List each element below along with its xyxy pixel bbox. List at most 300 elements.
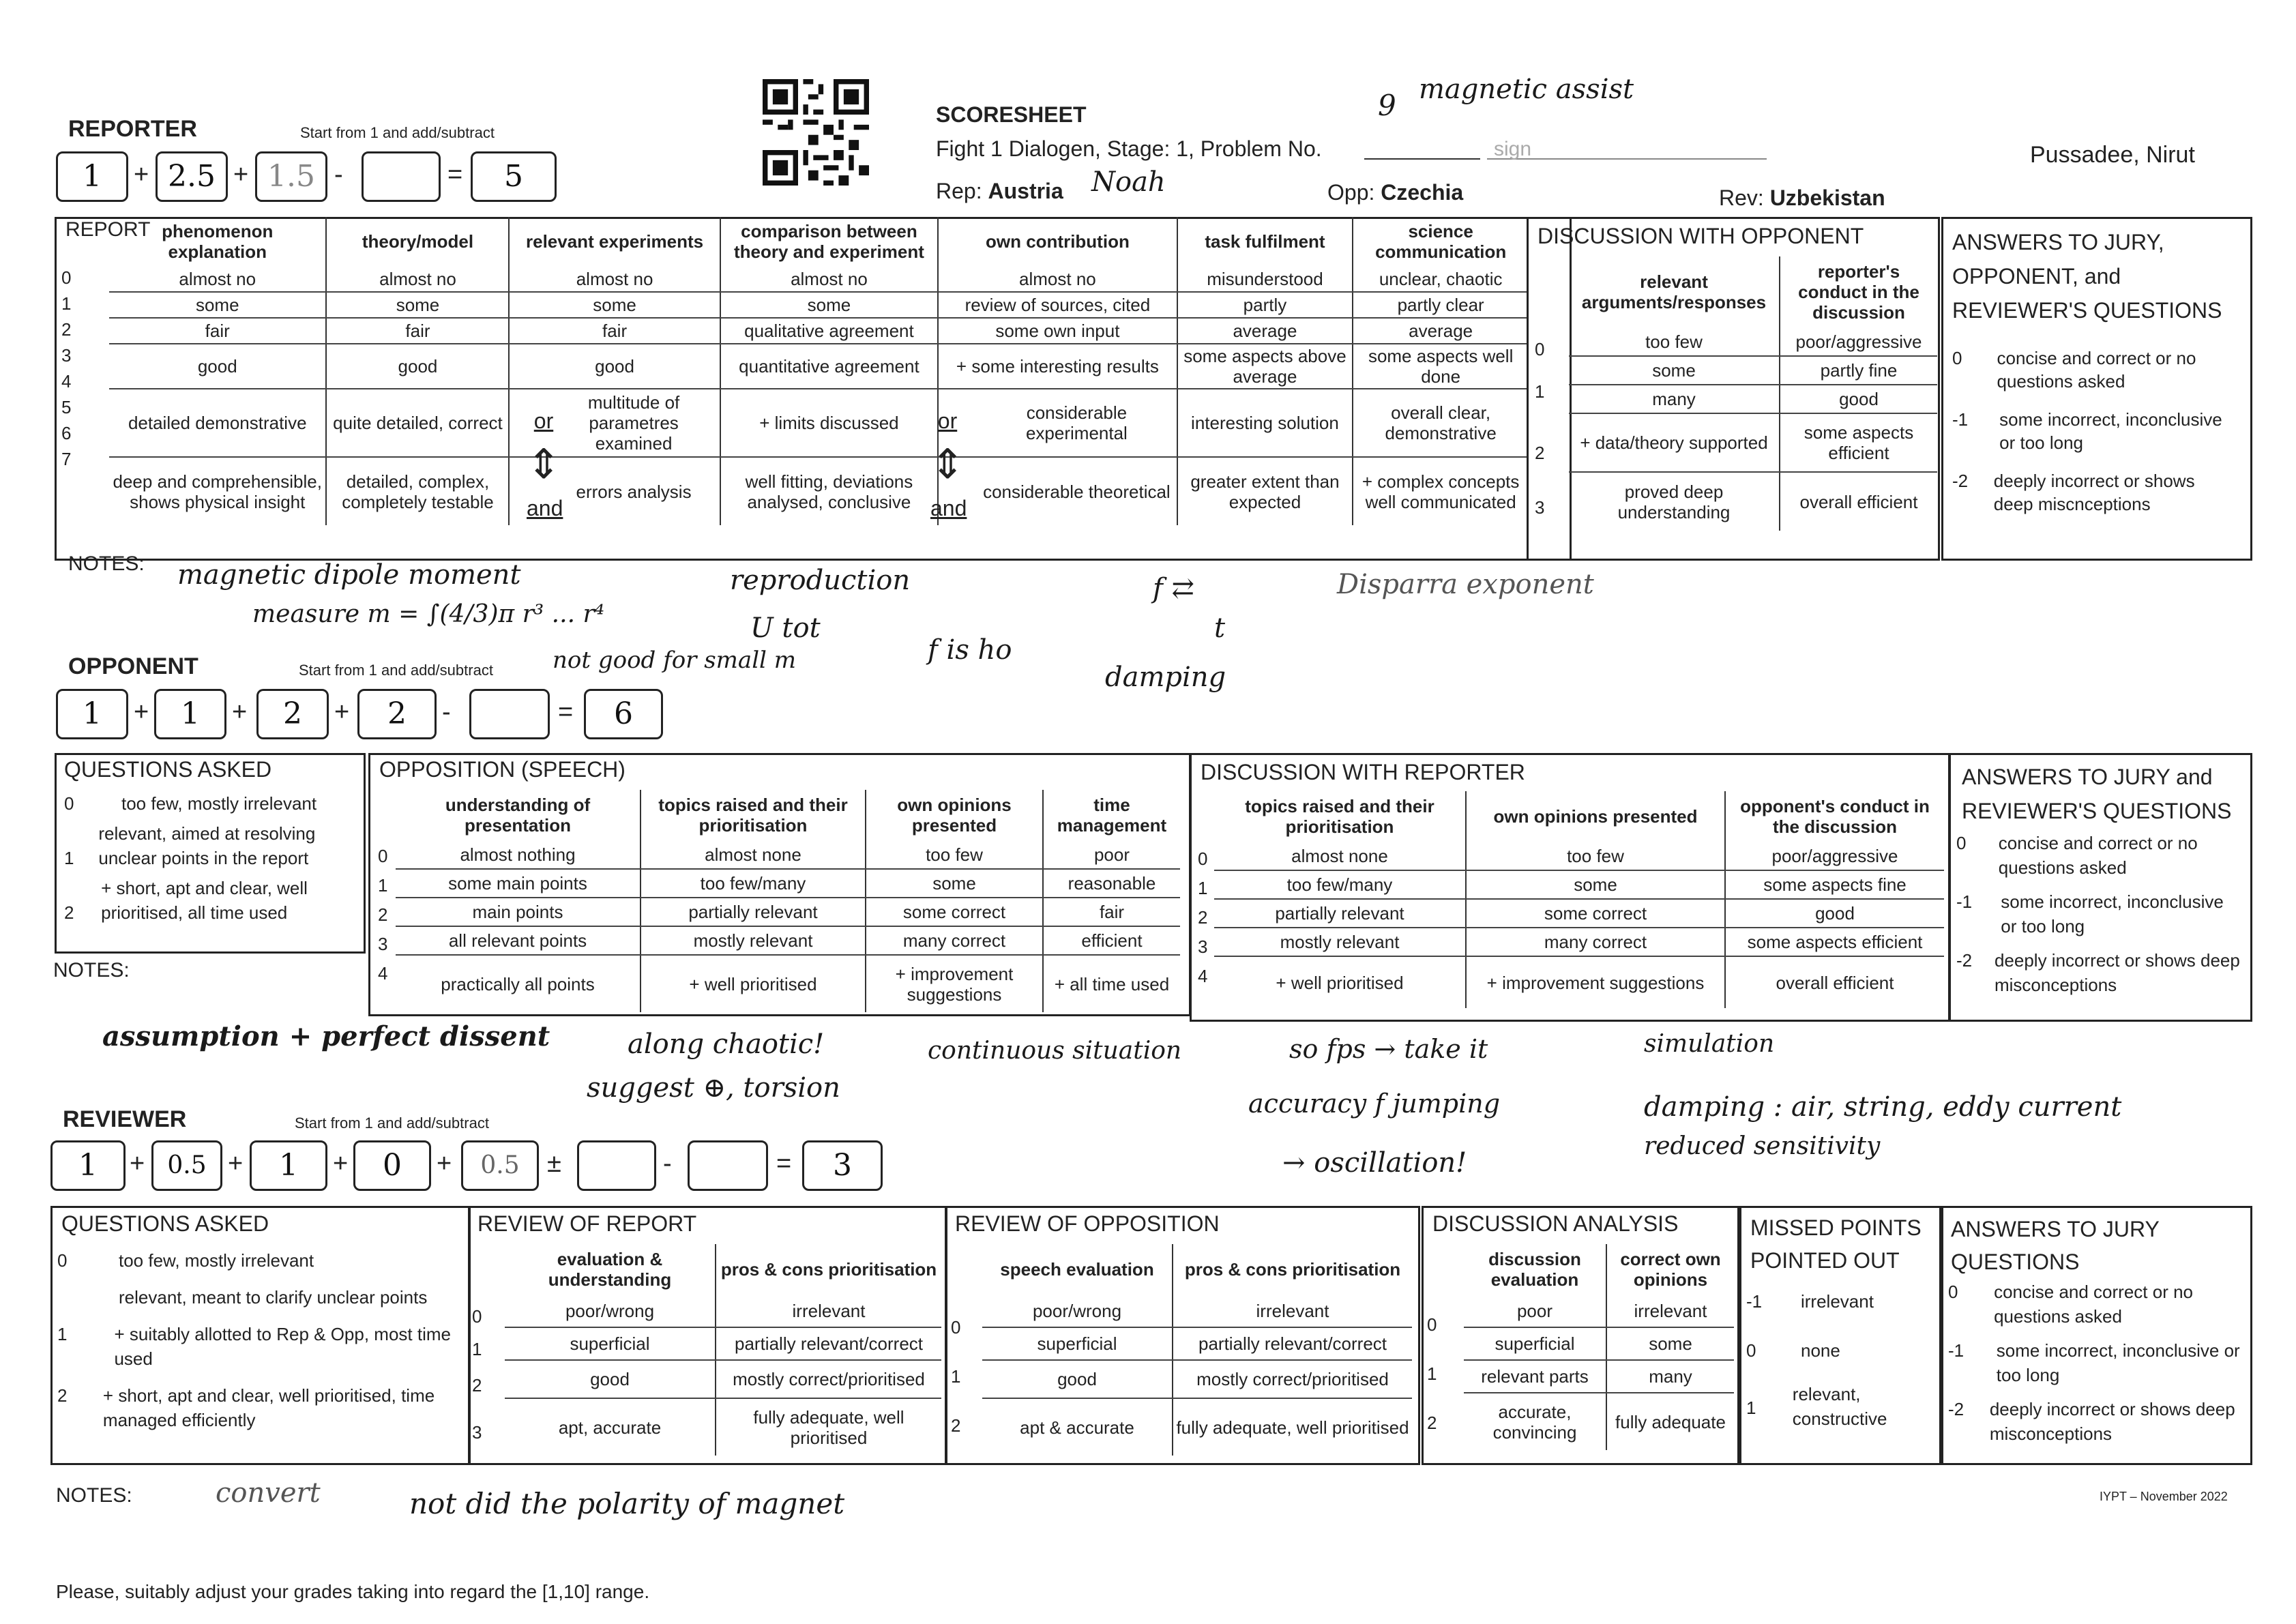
reporter-op-3: - — [334, 160, 343, 189]
cell[interactable]: poor — [1043, 840, 1180, 869]
cell[interactable]: mostly relevant — [641, 926, 866, 955]
opponent-box-2-value: 1 — [181, 696, 200, 731]
cell[interactable]: errors analysis — [509, 457, 720, 525]
rev-team: Uzbekistan — [1769, 186, 1885, 210]
reporter-box-total[interactable] — [471, 151, 557, 202]
cell[interactable]: overall efficient — [1799, 491, 1918, 512]
discussion-opponent-numbers — [1535, 334, 1544, 528]
score-num: 0 — [1948, 1282, 1958, 1302]
reviewer-box-4[interactable] — [353, 1140, 431, 1191]
cell[interactable]: main points — [396, 898, 641, 926]
report-label: REPORT — [65, 218, 151, 241]
col-head: own opinions presented — [1466, 791, 1725, 842]
cell[interactable]: good — [326, 344, 509, 389]
discussion-with-reporter-title: DISCUSSION WITH REPORTER — [1201, 760, 1525, 784]
cell[interactable]: some — [720, 292, 939, 318]
row-num: 7 — [61, 449, 72, 469]
cell[interactable]: quantitative agreement — [720, 344, 939, 389]
rep-team: Austria — [988, 179, 1063, 203]
cell[interactable]: fair — [109, 318, 326, 344]
col-head: discussion evaluation — [1464, 1244, 1606, 1295]
rep-name-handwritten: Noah — [1091, 166, 1166, 198]
opponent-note-3: continuous situation — [928, 1037, 1182, 1065]
reviewer-box-3[interactable] — [250, 1140, 327, 1191]
score-desc[interactable]: deeply incorrect or shows deep misconceptions — [1994, 950, 2240, 995]
cell[interactable]: good — [509, 344, 720, 389]
cell[interactable]: + improvement suggestions — [1466, 956, 1725, 1008]
score-desc[interactable]: irrelevant — [1801, 1291, 1874, 1312]
cell[interactable]: almost nothing — [396, 840, 641, 869]
cell[interactable]: all relevant points — [396, 926, 641, 955]
cell[interactable]: almost no — [938, 266, 1177, 292]
reporter-answers-list — [1952, 346, 2239, 516]
opp-team: Czechia — [1381, 180, 1464, 205]
reporter-box-4[interactable] — [362, 151, 441, 202]
reporter-box-3-value: 1.5 — [267, 159, 315, 194]
row-num: 2 — [1535, 443, 1545, 463]
reporter-box-1[interactable] — [56, 151, 128, 202]
review-of-opposition-table — [982, 1244, 1412, 1456]
opponent-box-total[interactable] — [584, 689, 663, 739]
score-desc[interactable]: none — [1801, 1340, 1840, 1361]
reviewer-note-1: convert — [216, 1477, 321, 1509]
row-num: 5 — [61, 397, 72, 417]
opponent-note-10: → oscillation! — [1282, 1147, 1467, 1179]
cell[interactable]: mostly relevant — [1214, 928, 1466, 956]
opp-line — [1327, 180, 1463, 205]
row-num: 1 — [378, 875, 388, 896]
cell[interactable]: efficient — [1043, 926, 1180, 955]
opponent-op-3: + — [334, 698, 350, 726]
reviewer-box-2[interactable] — [151, 1140, 222, 1191]
cell[interactable]: superficial — [982, 1327, 1173, 1360]
cell[interactable]: relevant parts — [1464, 1360, 1606, 1393]
review-opposition-numbers — [951, 1303, 960, 1450]
cell[interactable]: almost none — [1214, 842, 1466, 870]
cell[interactable]: mostly correct/prioritised — [1173, 1360, 1412, 1398]
row-num: 1 — [61, 293, 72, 314]
col-head: own opinions presented — [866, 790, 1043, 840]
score-desc[interactable]: relevant, aimed at resolving unclear points in the report — [98, 823, 316, 868]
cell[interactable]: partially relevant — [641, 898, 866, 926]
score-num: -2 — [1956, 950, 1973, 971]
row-num: 0 — [61, 267, 72, 288]
cell[interactable]: some — [1606, 1327, 1734, 1360]
row-num: 2 — [951, 1415, 961, 1436]
cell[interactable]: detailed demonstrative — [109, 389, 326, 457]
cell[interactable]: too few/many — [1214, 870, 1466, 899]
discussion-reporter-numbers — [1198, 844, 1207, 991]
reviewer-op-2: + — [228, 1149, 244, 1178]
opponent-box-5[interactable] — [469, 689, 550, 739]
row-num: 6 — [61, 423, 72, 443]
col-head: time management — [1057, 795, 1167, 836]
cell[interactable]: average — [1353, 318, 1528, 344]
cell[interactable]: partially relevant/correct — [716, 1327, 941, 1360]
cell[interactable]: partly — [1177, 292, 1353, 318]
score-desc[interactable]: some incorrect, inconclusive or too long — [1996, 1340, 2240, 1385]
score-desc[interactable]: concise and correct or no questions asked — [1998, 833, 2198, 878]
opp-label: Opp: — [1327, 180, 1375, 205]
score-desc[interactable]: too few, mostly irrelevant — [121, 793, 317, 814]
cell[interactable]: + complex concepts well communicated — [1362, 471, 1520, 512]
cell[interactable]: accurate, convincing — [1464, 1393, 1606, 1450]
row-num: 4 — [61, 371, 72, 392]
score-num: 0 — [1746, 1340, 1756, 1361]
score-num: 0 — [1956, 833, 1967, 853]
opposition-speech-numbers — [378, 842, 387, 988]
reviewer-questions-title: QUESTIONS ASKED — [61, 1211, 269, 1236]
cell[interactable]: some main points — [396, 869, 641, 898]
col-head: relevant arguments/responses — [1569, 256, 1780, 327]
reporter-note-7: damping — [1105, 662, 1226, 693]
cell[interactable]: detailed, complex, completely testable — [326, 457, 509, 525]
reviewer-questions-list — [57, 1248, 467, 1432]
opponent-notes-label: NOTES: — [53, 959, 130, 981]
cell[interactable]: good — [1780, 385, 1937, 413]
reviewer-box-1-value: 1 — [78, 1148, 98, 1183]
reviewer-box-total[interactable] — [802, 1140, 883, 1191]
cell[interactable]: + limits discussed — [720, 389, 939, 457]
score-desc[interactable]: concise and correct or no questions asked — [1997, 348, 2196, 392]
discussion-analysis-numbers — [1427, 1300, 1437, 1447]
opponent-questions-list — [64, 791, 357, 925]
cell[interactable]: some aspects efficient — [1725, 928, 1944, 956]
cell[interactable]: too few — [1569, 327, 1780, 356]
score-desc[interactable]: relevant, constructive — [1792, 1384, 1887, 1429]
cell[interactable]: good — [505, 1360, 716, 1398]
reviewer-box-1[interactable] — [50, 1140, 126, 1191]
problem-no-handwritten: 9 — [1378, 89, 1396, 122]
qr-code — [763, 79, 869, 186]
reviewer-op-7: = — [776, 1149, 792, 1178]
reviewer-op-4: + — [437, 1149, 452, 1178]
sheet-title: SCORESHEET — [936, 102, 1087, 127]
cell[interactable]: practically all points — [396, 955, 641, 1012]
row-num: 1 — [951, 1366, 961, 1387]
cell[interactable]: too few — [1466, 842, 1725, 870]
discussion-analysis-title: DISCUSSION ANALYSIS — [1432, 1211, 1679, 1236]
score-num — [57, 1285, 119, 1310]
reviewer-hint: Start from 1 and add/subtract — [295, 1114, 489, 1132]
cell[interactable]: reasonable — [1043, 869, 1180, 898]
col-head: task fulfilment — [1177, 217, 1353, 266]
score-num: -1 — [1746, 1291, 1763, 1312]
cell[interactable]: partly fine — [1780, 356, 1937, 385]
opponent-box-3-value: 2 — [283, 696, 302, 731]
reviewer-box-5[interactable] — [461, 1140, 539, 1191]
cell[interactable]: some correct — [1466, 899, 1725, 928]
score-num: 1 — [57, 1324, 68, 1344]
missed-points-list — [1746, 1289, 1934, 1431]
reviewer-op-6: - — [663, 1149, 672, 1178]
reporter-notes-label: NOTES: — [68, 552, 145, 575]
cell[interactable]: irrelevant — [716, 1295, 941, 1327]
cell[interactable]: fully adequate, well prioritised — [1176, 1417, 1409, 1438]
cell[interactable]: qualitative agreement — [720, 318, 939, 344]
discussion-with-opponent-table — [1569, 256, 1937, 531]
cell[interactable]: some aspects above average — [1177, 344, 1353, 389]
col-head: opponent's conduct in the discussion — [1740, 796, 1930, 837]
opponent-questions-title: QUESTIONS ASKED — [64, 757, 272, 782]
cell[interactable]: some correct — [866, 898, 1043, 926]
cell[interactable]: greater extent than expected — [1177, 457, 1353, 525]
col-head: phenomenon explanation — [109, 217, 326, 266]
row-num: 2 — [1198, 907, 1208, 928]
cell[interactable]: considerable experimental — [938, 389, 1177, 457]
score-desc[interactable]: deeply incorrect or shows deep misconceptions — [1989, 1399, 2235, 1444]
row-num: 0 — [378, 846, 388, 866]
rep-line — [936, 179, 1063, 204]
score-desc[interactable]: some incorrect, inconclusive or too long — [1999, 409, 2222, 453]
score-num: 1 — [1746, 1398, 1756, 1418]
cell[interactable]: apt, accurate — [505, 1398, 716, 1456]
opponent-box-4-value: 2 — [387, 696, 407, 731]
opponent-note-5: simulation — [1644, 1030, 1775, 1058]
reviewer-op-3: + — [333, 1149, 349, 1178]
reviewer-notes-label: NOTES: — [56, 1484, 132, 1507]
cell[interactable]: irrelevant — [1173, 1295, 1412, 1327]
reporter-note-6: f is ho — [928, 634, 1012, 666]
cell[interactable]: good — [1725, 899, 1944, 928]
cell[interactable]: overall efficient — [1776, 972, 1894, 993]
review-of-report-title: REVIEW OF REPORT — [477, 1211, 697, 1236]
cell[interactable]: well fitting, deviations analysed, conclusive — [720, 457, 939, 525]
reporter-box-total-value: 5 — [504, 159, 523, 194]
cell[interactable]: too few — [866, 840, 1043, 869]
col-head: theory/model — [326, 217, 509, 266]
reporter-box-1-value: 1 — [83, 159, 102, 194]
cell[interactable]: fair — [326, 318, 509, 344]
rep-label: Rep: — [936, 179, 982, 203]
cell[interactable]: good — [982, 1360, 1173, 1398]
row-num: 3 — [378, 934, 388, 954]
cell[interactable]: + data/theory supported — [1569, 413, 1780, 472]
cell[interactable]: irrelevant — [1606, 1295, 1734, 1327]
cell[interactable]: fair — [509, 318, 720, 344]
reporter-box-3[interactable] — [255, 151, 327, 202]
footer-note: Please, suitably adjust your grades taking into regard the [1,10] range. — [56, 1581, 650, 1602]
score-desc[interactable]: deeply incorrect or shows deep miscnceptions — [1993, 471, 2195, 514]
opponent-hint: Start from 1 and add/subtract — [299, 662, 493, 679]
cell[interactable]: superficial — [505, 1327, 716, 1360]
cell[interactable]: + well prioritised — [1214, 956, 1466, 1008]
cell[interactable]: partially relevant — [1214, 899, 1466, 928]
reporter-note-9: t — [1214, 612, 1226, 644]
cell[interactable]: some own input — [938, 318, 1177, 344]
cell[interactable]: + some interesting results — [938, 344, 1177, 389]
cell[interactable]: poor — [1464, 1295, 1606, 1327]
cell[interactable]: almost none — [641, 840, 866, 869]
score-num: 2 — [57, 1385, 68, 1406]
opponent-op-4: - — [442, 698, 451, 726]
cell[interactable]: partly clear — [1353, 292, 1528, 318]
and-label: and — [930, 496, 967, 520]
reviewer-box-3-value: 1 — [279, 1148, 298, 1183]
score-num: 0 — [57, 1250, 68, 1271]
cell[interactable]: some aspects well done — [1353, 344, 1528, 389]
reviewer-answers-list — [1948, 1280, 2241, 1446]
cell[interactable]: many correct — [1466, 928, 1725, 956]
opponent-box-4[interactable] — [357, 689, 437, 739]
cell[interactable]: some — [509, 292, 720, 318]
cell[interactable]: quite detailed, correct — [326, 389, 509, 457]
row-num: 1 — [1535, 381, 1545, 402]
cell[interactable]: poor/aggressive — [1725, 842, 1944, 870]
reporter-op-4: = — [447, 160, 463, 189]
review-report-numbers — [472, 1300, 482, 1460]
score-num: 1 — [64, 848, 74, 868]
cell[interactable]: almost no — [720, 266, 939, 292]
opponent-box-1[interactable] — [56, 689, 128, 739]
score-desc[interactable]: + short, apt and clear, well prioritised, time managed efficiently — [102, 1385, 435, 1430]
row-num: 2 — [1427, 1413, 1437, 1433]
opponent-note-4: so fps → take it — [1289, 1034, 1488, 1064]
reviewer-box-5-value: 0.5 — [480, 1151, 520, 1179]
cell[interactable]: many — [1569, 385, 1780, 413]
col-head: comparison between theory and experiment — [720, 217, 939, 266]
row-num: 3 — [1535, 497, 1545, 518]
row-num: 3 — [472, 1422, 482, 1443]
cell[interactable]: some — [1466, 870, 1725, 899]
or-label: or — [937, 409, 958, 433]
discussion-analysis-table — [1464, 1244, 1734, 1450]
or-label: or — [533, 409, 554, 433]
cell[interactable]: fully adequate, well prioritised — [753, 1406, 904, 1448]
cell[interactable]: review of sources, cited — [938, 292, 1177, 318]
row-num: 0 — [472, 1306, 482, 1327]
opposition-speech-table — [396, 790, 1180, 1012]
col-head: topics raised and their prioritisation — [1214, 791, 1466, 842]
cell[interactable]: fair — [1043, 898, 1180, 926]
reporter-op-2: + — [233, 160, 249, 189]
reporter-row-numbers — [61, 265, 71, 472]
row-num: 3 — [61, 345, 72, 366]
col-head: pros & cons prioritisation — [1184, 1259, 1401, 1280]
cell[interactable]: interesting solution — [1177, 389, 1353, 457]
reviewer-op-1: + — [130, 1149, 145, 1178]
reviewer-box-4-value: 0 — [383, 1148, 402, 1183]
cell[interactable]: good — [109, 344, 326, 389]
score-desc[interactable]: relevant, meant to clarify unclear points — [119, 1287, 428, 1308]
reviewer-box-2-value: 0.5 — [167, 1151, 207, 1179]
score-num: -1 — [1956, 891, 1973, 912]
row-num: 2 — [61, 319, 72, 340]
updown-arrow-icon: ⇕ — [930, 441, 965, 487]
discussion-with-opponent-title: DISCUSSION WITH OPPONENT — [1537, 224, 1864, 248]
reviewer-box-6[interactable] — [577, 1140, 656, 1191]
cell[interactable]: partially relevant/correct — [1173, 1327, 1412, 1360]
cell[interactable]: apt & accurate — [982, 1398, 1173, 1456]
cell[interactable]: deep and comprehensible, shows physical insight — [109, 457, 326, 525]
cell[interactable]: some aspects fine — [1725, 870, 1944, 899]
missed-points-title: MISSED POINTS POINTED OUT — [1750, 1215, 1922, 1273]
opponent-note-1: assumption + perfect dissent — [102, 1020, 550, 1052]
reviewer-title: REVIEWER — [63, 1106, 187, 1132]
opponent-note-7: accuracy f jumping — [1248, 1089, 1501, 1119]
cell[interactable]: almost no — [109, 266, 326, 292]
opposition-speech-title: OPPOSITION (SPEECH) — [379, 757, 625, 782]
reporter-box-2[interactable] — [156, 151, 228, 202]
row-num: 0 — [1198, 848, 1208, 869]
col-head: understanding of presentation — [396, 790, 641, 840]
col-head: reporter's conduct in the discussion — [1798, 261, 1919, 323]
cell[interactable]: almost no — [326, 266, 509, 292]
cell[interactable]: some — [326, 292, 509, 318]
score-desc[interactable]: too few, mostly irrelevant — [119, 1250, 314, 1271]
reporter-note-8: f ⇄ — [1153, 573, 1195, 604]
score-desc[interactable]: + short, apt and clear, well prioritised, all time used — [101, 878, 308, 923]
cell[interactable]: poor/aggressive — [1780, 327, 1937, 356]
reporter-op-1: + — [134, 160, 149, 189]
cell[interactable]: proved deep understanding — [1569, 472, 1780, 531]
score-num: -1 — [1952, 409, 1969, 430]
footer-version: IYPT – November 2022 — [2100, 1490, 2228, 1503]
opponent-op-5: = — [558, 698, 574, 726]
cell[interactable]: superficial — [1464, 1327, 1606, 1360]
col-head: speech evaluation — [982, 1244, 1173, 1295]
cell[interactable]: poor/wrong — [982, 1295, 1173, 1327]
cell[interactable]: some — [866, 869, 1043, 898]
cell[interactable]: + well prioritised — [641, 955, 866, 1012]
opponent-note-8: damping : air, string, eddy current — [1644, 1091, 2122, 1123]
row-num: 4 — [378, 963, 388, 984]
cell[interactable]: some — [1569, 356, 1780, 385]
cell[interactable]: multitude of parametres examined — [509, 389, 720, 457]
cell[interactable]: considerable theoretical — [938, 457, 1177, 525]
cell[interactable]: many — [1606, 1360, 1734, 1393]
opponent-note-6: suggest ⊕, torsion — [587, 1072, 840, 1104]
opponent-op-1: + — [134, 698, 149, 726]
score-desc[interactable]: concise and correct or no questions asked — [1994, 1282, 2193, 1327]
cell[interactable]: fully adequate — [1615, 1411, 1726, 1432]
review-of-opposition-title: REVIEW OF OPPOSITION — [955, 1211, 1220, 1236]
cell[interactable]: too few/many — [641, 869, 866, 898]
cell[interactable]: + all time used — [1054, 973, 1170, 994]
row-num: 1 — [472, 1339, 482, 1359]
cell[interactable]: almost no — [509, 266, 720, 292]
score-desc[interactable]: some incorrect, inconclusive or too long — [2001, 891, 2224, 936]
problem-no-line — [1364, 158, 1480, 160]
cell[interactable]: many correct — [866, 926, 1043, 955]
cell[interactable]: misunderstood — [1177, 266, 1353, 292]
opponent-op-2: + — [232, 698, 248, 726]
reporter-note-3: not good for small m — [553, 647, 796, 674]
cell[interactable]: overall clear, demonstrative — [1353, 389, 1528, 457]
reviewer-box-7[interactable] — [688, 1140, 768, 1191]
cell[interactable]: mostly correct/prioritised — [716, 1360, 941, 1398]
reviewer-note-2: not did the polarity of magnet — [409, 1487, 845, 1520]
cell[interactable]: + improvement suggestions — [866, 955, 1043, 1012]
col-head: own contribution — [938, 217, 1177, 266]
juror-name: Pussadee, Nirut — [2030, 142, 2195, 168]
cell[interactable]: unclear, chaotic — [1353, 266, 1528, 292]
opponent-box-2[interactable] — [154, 689, 226, 739]
cell[interactable]: poor/wrong — [505, 1295, 716, 1327]
cell[interactable]: average — [1177, 318, 1353, 344]
reporter-note-4: reproduction — [730, 565, 911, 596]
cell[interactable]: some — [109, 292, 326, 318]
cell[interactable]: some aspects efficient — [1780, 413, 1937, 472]
col-head: pros & cons prioritisation — [720, 1259, 937, 1280]
row-num: 1 — [1427, 1363, 1437, 1384]
opponent-box-1-value: 1 — [83, 696, 102, 731]
sign-label: sign — [1494, 138, 1532, 160]
row-num: 0 — [1427, 1314, 1437, 1335]
score-desc[interactable]: + suitably allotted to Rep & Opp, most time used — [114, 1324, 451, 1369]
and-label: and — [527, 496, 563, 520]
opponent-box-3[interactable] — [256, 689, 329, 739]
